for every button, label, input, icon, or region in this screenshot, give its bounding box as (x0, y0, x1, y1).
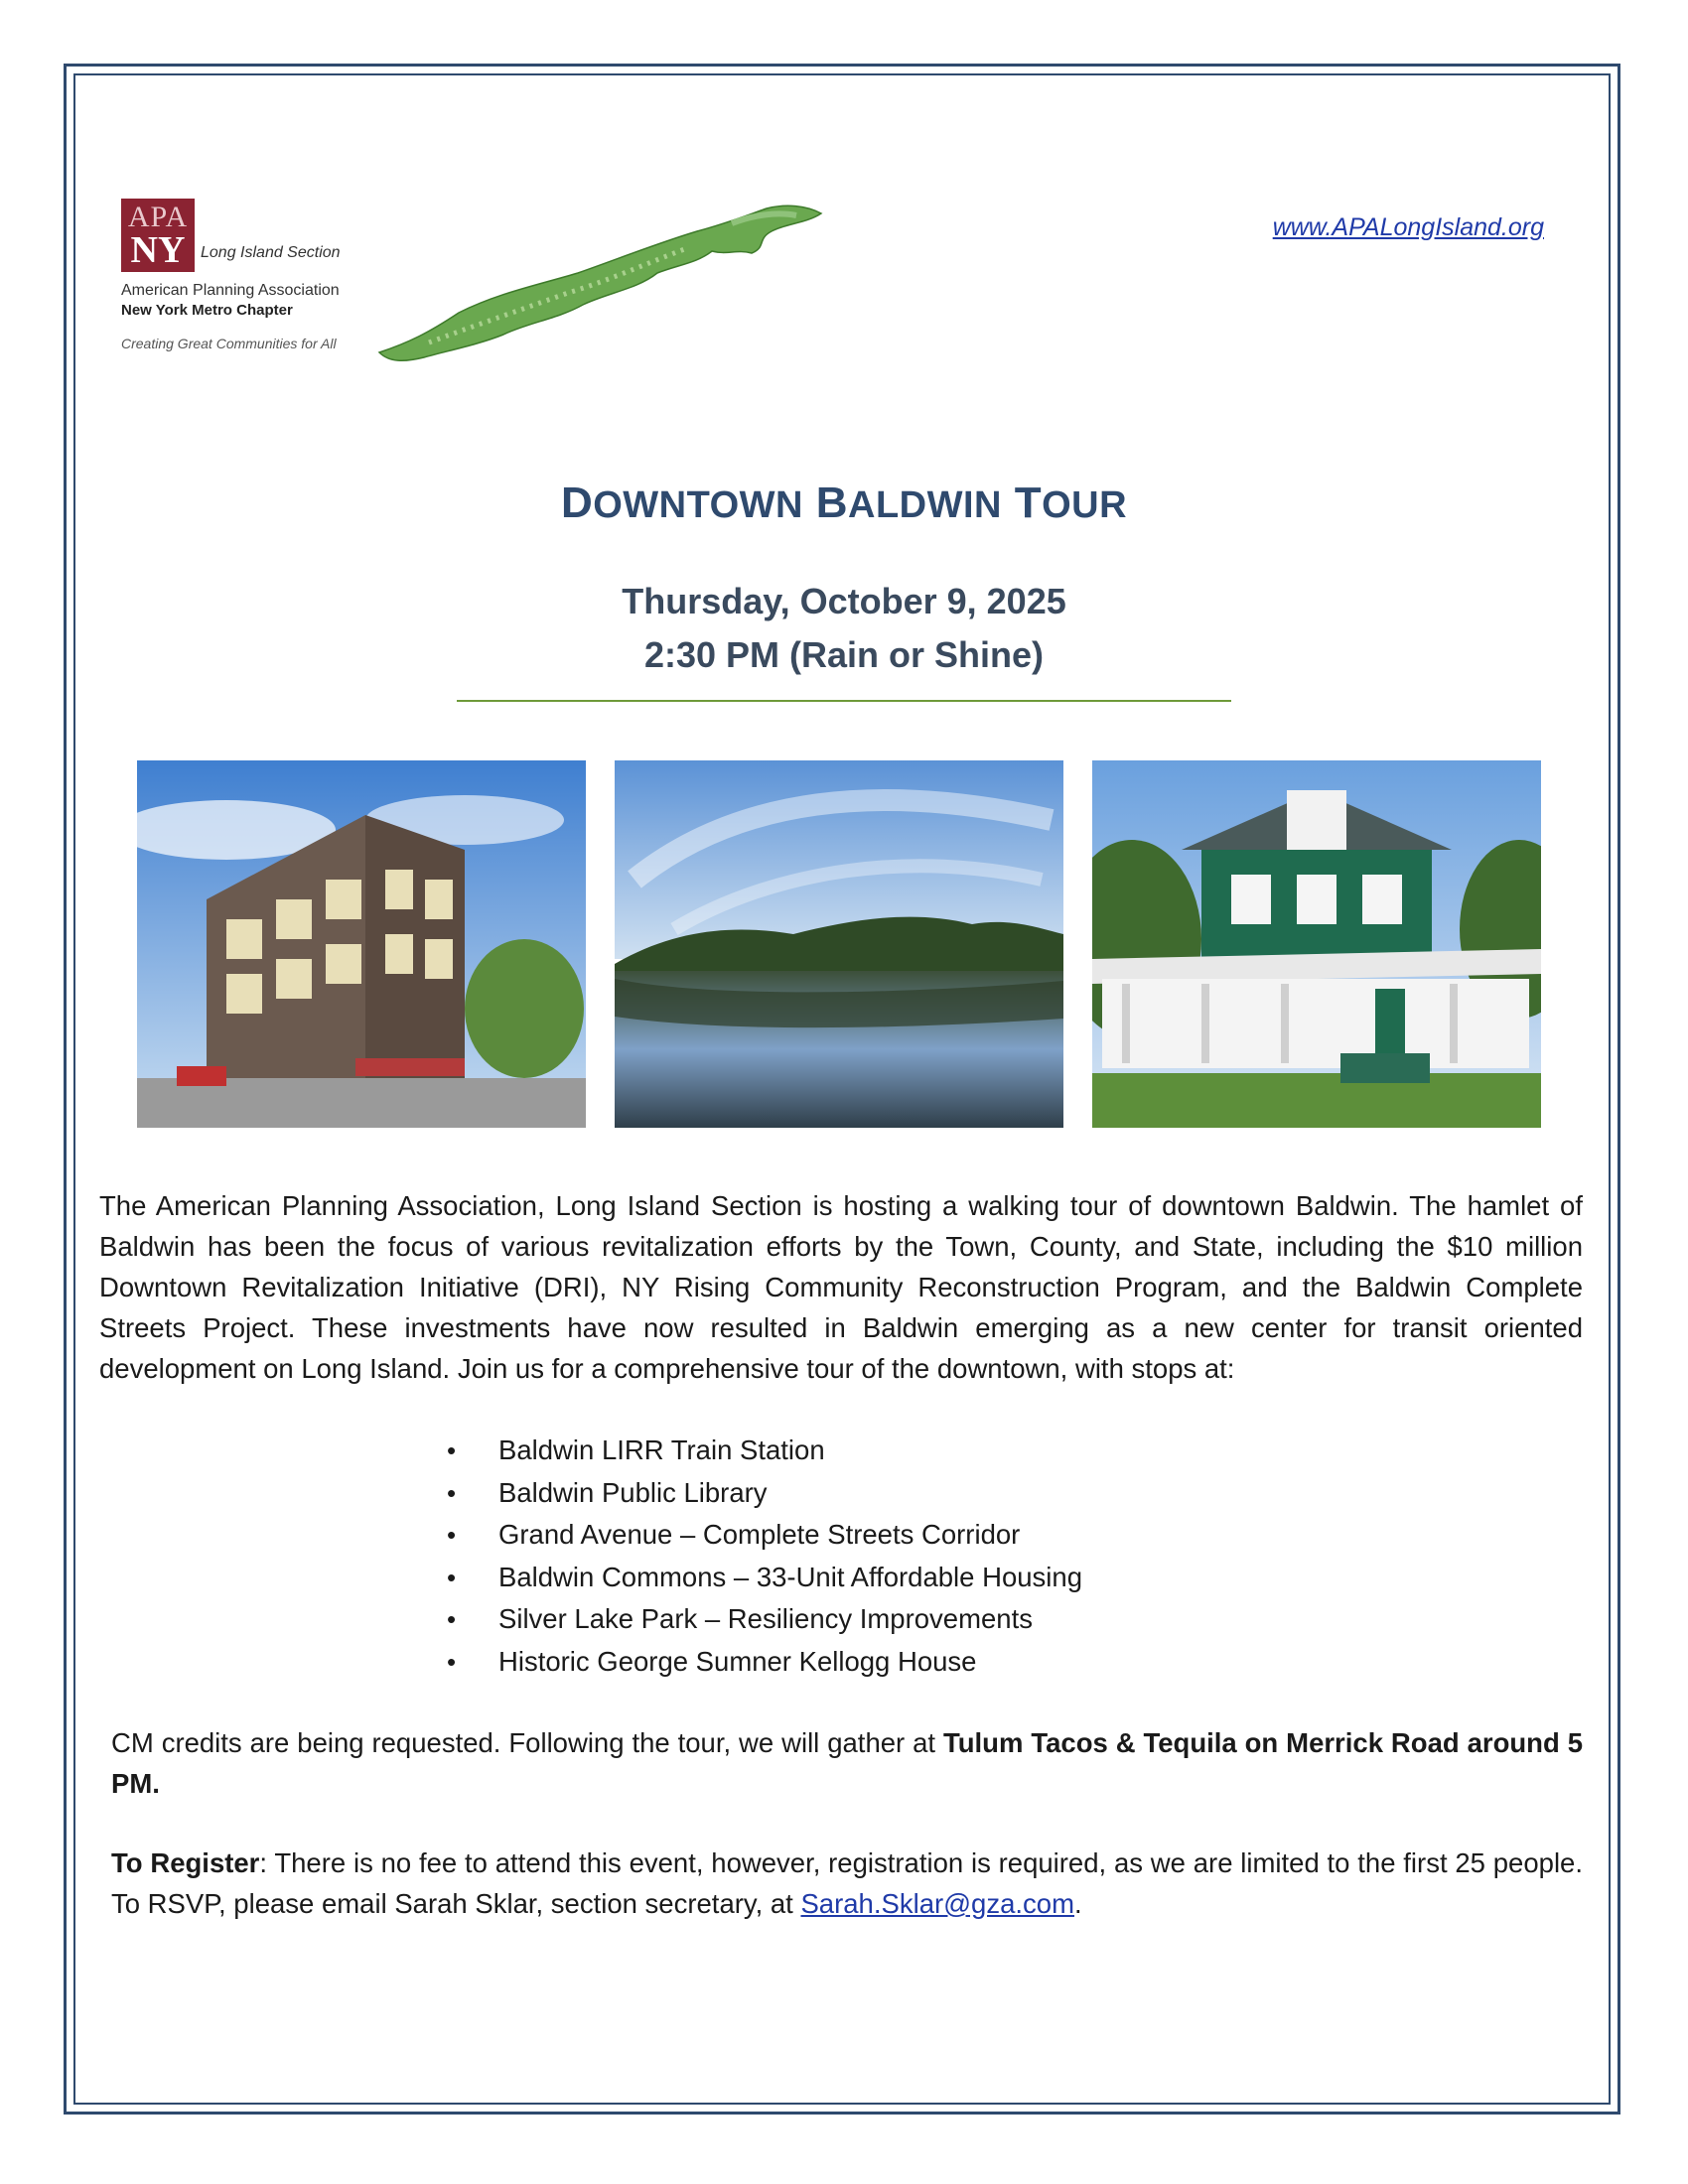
photo-baldwin-commons (137, 760, 586, 1128)
list-item: • Baldwin Public Library (447, 1472, 1082, 1515)
apa-ny-mark (121, 199, 195, 272)
list-item: • Baldwin Commons – 33-Unit Affordable Housing (447, 1557, 1082, 1599)
website-link[interactable]: www.APALongIsland.org (1272, 213, 1544, 241)
cm-text: CM credits are being requested. Following the tour, we will gather at (111, 1727, 943, 1758)
logo-tagline: Creating Great Communities for All (121, 336, 337, 351)
event-title: DOWNTOWN BALDWIN TOUR (560, 478, 1128, 527)
logo-mark-bottom: NY (130, 229, 186, 271)
photo-kellogg-house (1092, 760, 1541, 1128)
cm-credits-paragraph (111, 1722, 1583, 1804)
list-item: • Grand Avenue – Complete Streets Corridor (447, 1514, 1082, 1557)
event-time: 2:30 PM (Rain or Shine) (643, 634, 1045, 675)
gathering-location: Tulum Tacos & Tequila on Merrick Road around 5 PM. (111, 1727, 1583, 1799)
list-item: • Baldwin LIRR Train Station (447, 1430, 1082, 1472)
register-text: : There is no fee to attend this event, however, registration is required, as we are limited to the first 25 people. To RSVP, please email Sarah Sklar, section secretary, at (111, 1847, 1583, 1919)
logo-section: Long Island Section (201, 244, 341, 261)
divider-rule (457, 700, 1231, 702)
list-item: • Historic George Sumner Kellogg House (447, 1641, 1082, 1684)
rsvp-email-link[interactable]: Sarah.Sklar@gza.com (800, 1888, 1074, 1919)
register-label: To Register (111, 1847, 260, 1878)
event-date: Thursday, October 9, 2025 (622, 581, 1066, 621)
logo-org-name: American Planning Association (121, 282, 340, 299)
logo-chapter: New York Metro Chapter (121, 302, 293, 319)
tour-stops-list (447, 1430, 1082, 1683)
logo-mark-top: APA (127, 201, 189, 233)
intro-paragraph: The American Planning Association, Long Island Section is hosting a walking tour of downtown Baldwin. The hamlet of Baldwin has been the focus of various revitalization efforts by the Town, County, and State, including the $10 million Downtown Revitalization Initiative (DRI), NY Rising Community Reconstruction Program, and the Baldwin Complete Streets Project. These investments have now resulted in Baldwin emerging as a new center for transit oriented development on Long Island. Join us for a comprehensive tour of the downtown, with stops at: (99, 1190, 1583, 1384)
long-island-map-icon (369, 194, 826, 372)
list-item: • Silver Lake Park – Resiliency Improvements (447, 1598, 1082, 1641)
photo-silver-lake-park (615, 760, 1063, 1128)
registration-paragraph: To Register: There is no fee to attend this event, however, registration is required, as we are limited to the first 25 people. To RSVP, please email Sarah Sklar, section secretary, at Sarah.Sklar@gza.com. (111, 1847, 1583, 1919)
